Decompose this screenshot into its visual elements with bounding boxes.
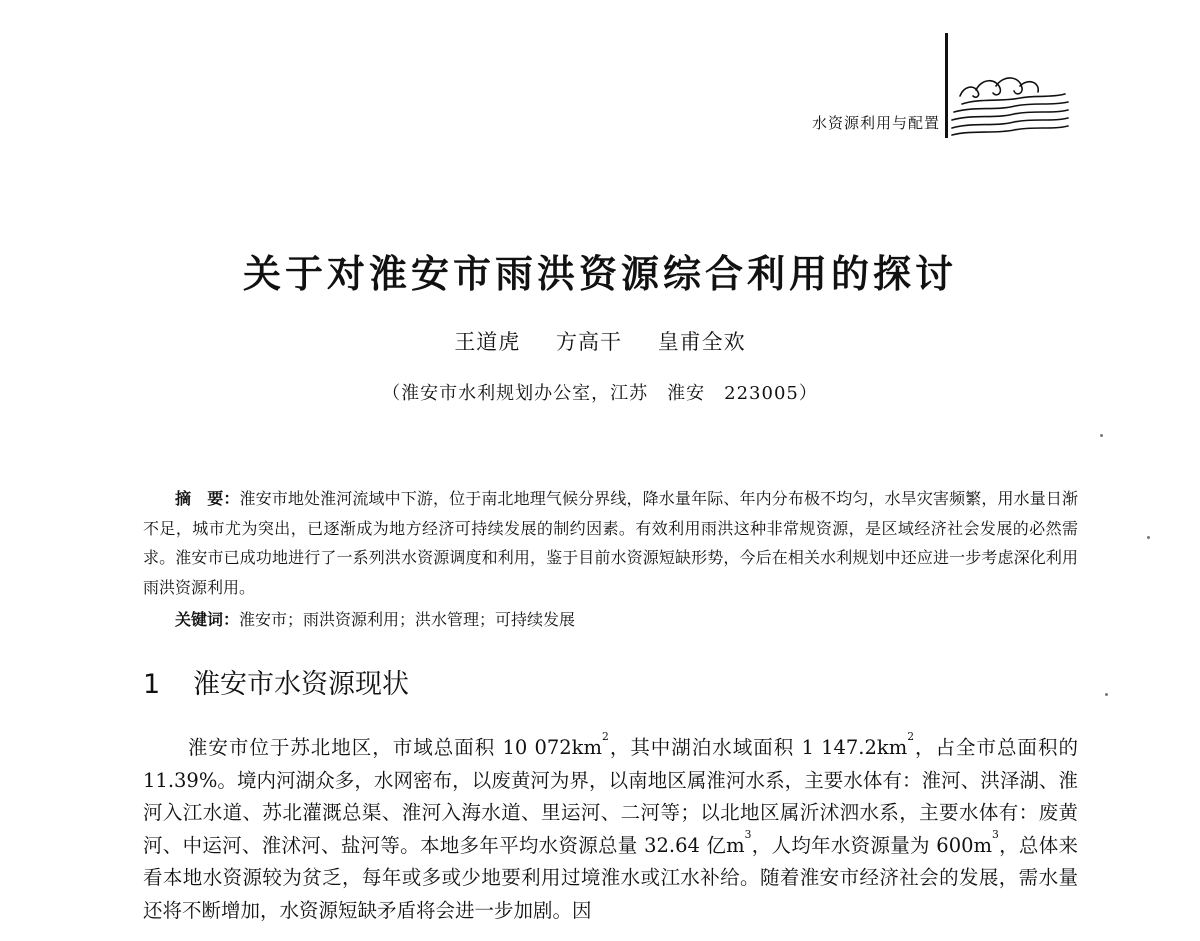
section-heading [143, 662, 943, 701]
author-name: 方高干 [556, 330, 622, 354]
scan-speck [1147, 536, 1150, 539]
paragraph-text: ，占全市总面积的 11.39%。境内河湖众多，水网密布，以废黄河为界，以南地区属淮河水系，主要水体有：淮河、洪泽湖、淮河入江水道、苏北灌溉总渠、淮河入海水道、里运河、二河等；以北地区属沂沭泗水系，主要水体有：废黄河、中运河、淮沭河、盐河等。本地多年平均水资源总量 32.64 亿m [143, 736, 1078, 857]
paper-title: 关于对淮安市雨洪资源综合利用的探讨 [242, 251, 957, 296]
scan-speck [1100, 434, 1103, 437]
paragraph-text: ，人均年水资源量为 600m [751, 833, 993, 857]
section-title: 淮安市水资源现状 [193, 669, 409, 700]
paragraph-text: 淮安市位于苏北地区，市域总面积 10 072km [187, 736, 602, 759]
author-list [0, 326, 1200, 356]
paragraph-text: ，总体来看本地水资源较为贫乏，每年或多或少地要利用过境淮水或江水补给。随着淮安市经济社会的发展，需水量还将不断增加，水资源短缺矛盾将会进一步加剧。因 [143, 833, 1078, 922]
author-affiliation: （淮安市水利规划办公室，江苏 淮安 223005） [382, 383, 818, 404]
author-name: 王道虎 [454, 330, 521, 354]
header-vertical-rule [945, 33, 948, 138]
section-number: 1 [143, 669, 161, 700]
body-paragraph [143, 732, 1078, 928]
superscript: 2 [907, 730, 915, 743]
scan-speck [1105, 693, 1108, 696]
superscript: 2 [602, 730, 609, 743]
abstract [143, 484, 1078, 602]
section-tag: 水资源利用与配置 [811, 114, 940, 132]
keywords [175, 605, 1075, 634]
keywords-text: 淮安市；雨洪资源利用；洪水管理；可持续发展 [239, 610, 576, 629]
abstract-label: 摘 要： [175, 489, 240, 508]
wave-logo-icon [950, 68, 1070, 138]
abstract-text: 淮安市地处淮河流域中下游，位于南北地理气候分界线，降水量年际、年内分布极不均匀，水旱灾害频繁，用水量日渐不足，城市尤为突出，已逐渐成为地方经济可持续发展的制约因素。有效利用雨洪这种非常规资源，是区域经济社会发展的必然需求。淮安市已成功地进行了一系列洪水资源调度和利用，鉴于目前水资源短缺形势，今后在相关水利规划中还应进一步考虑深化利用雨洪资源利用。 [143, 489, 1078, 597]
keywords-label: 关键词： [175, 610, 240, 629]
superscript: 3 [992, 827, 999, 841]
superscript: 3 [744, 827, 752, 841]
paragraph-text: ，其中湖泊水域面积 1 147.2km [608, 736, 908, 759]
author-name: 皇甫全欢 [657, 330, 746, 354]
